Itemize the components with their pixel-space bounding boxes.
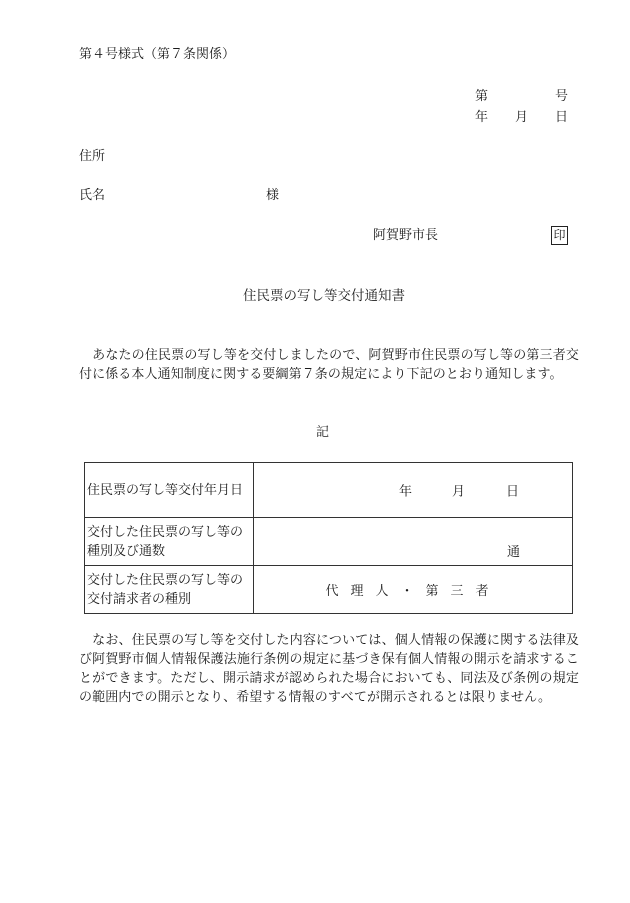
type-count-label-line1: 交付した住民票の写し等の (87, 524, 244, 540)
date-year: 年 (475, 110, 489, 125)
address-label: 住所 (79, 149, 106, 164)
notice-table (84, 462, 573, 614)
closing-paragraph: なお、住民票の写し等を交付した内容については、個人情報の保護に関する法律及び阿賀野市個人情報保護法施行条例の規定に基づき保有個人情報の開示を請求することができます。ただし、開示請求が認められた場合においても、同法及び条例の規定の範囲内での開示となり、希望する情報のすべてが開示されるとは限りません。 (79, 633, 579, 705)
requester-type-label (85, 566, 254, 614)
requester-type-label-line1: 交付した住民票の写し等の (87, 572, 244, 588)
document-title: 住民票の写し等交付通知書 (243, 288, 405, 304)
type-count-label (85, 518, 254, 566)
requester-type-label-line2: 交付請求者の種別 (87, 591, 192, 607)
reference-dai: 第 (475, 89, 489, 104)
issuer: 阿賀野市長 (373, 228, 439, 243)
count-unit: 通 (506, 545, 520, 560)
type-count-value (254, 518, 573, 566)
issue-date-month: 月 (452, 484, 466, 500)
requester-type-value: 代理人・第三者 (254, 566, 573, 614)
ki-heading: 記 (316, 425, 330, 440)
issue-date-label: 住民票の写し等交付年月日 (85, 463, 254, 518)
table-row (85, 463, 573, 518)
sama-honorific: 様 (266, 188, 280, 203)
table-row (85, 566, 573, 614)
reference-go: 号 (555, 89, 569, 104)
seal-mark: 印 (551, 226, 568, 245)
table-row (85, 518, 573, 566)
issue-date-day: 日 (506, 484, 520, 500)
type-count-label-line2: 種別及び通数 (87, 543, 166, 559)
issue-date-value (254, 463, 573, 518)
issue-date-year: 年 (399, 484, 413, 500)
intro-paragraph: あなたの住民票の写し等を交付しましたので、阿賀野市住民票の写し等の第三者交付に係る本人通知制度に関する要綱第７条の規定により下記のとおり通知します。 (79, 348, 579, 382)
form-number: 第４号様式（第７条関係） (79, 47, 236, 62)
date-day: 日 (555, 110, 569, 125)
name-label: 氏名 (79, 188, 106, 203)
date-month: 月 (515, 110, 529, 125)
